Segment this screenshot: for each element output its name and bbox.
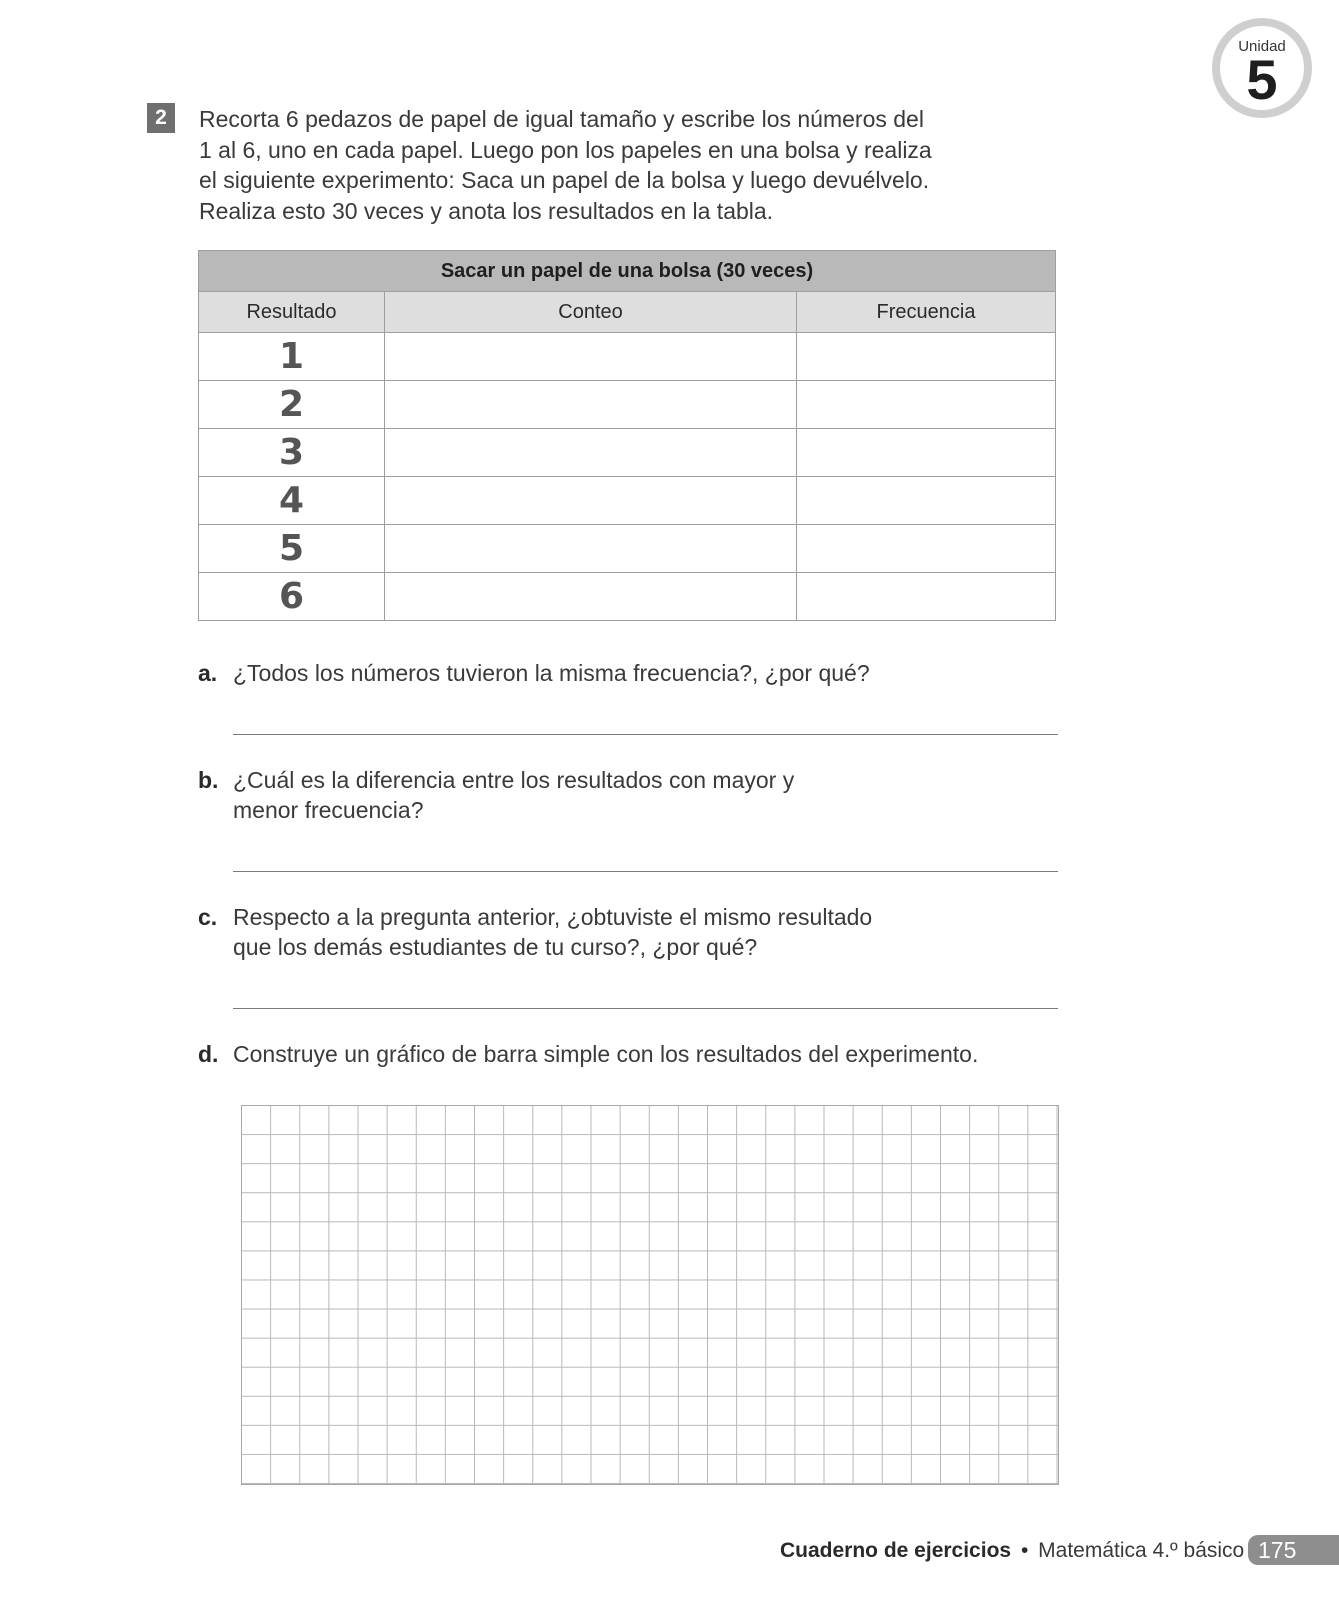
table-row <box>199 381 1056 429</box>
instruction-line: 1 al 6, uno en cada papel. Luego pon los papeles en una bolsa y realiza <box>199 136 932 163</box>
footer-book-title: Cuaderno de ejercicios <box>780 1539 1012 1562</box>
table-row <box>199 477 1056 525</box>
tally-cell[interactable] <box>385 333 797 381</box>
tally-cell[interactable] <box>385 525 797 573</box>
question-letter: a. <box>198 660 218 686</box>
tally-cell[interactable] <box>385 477 797 525</box>
question-line: ¿Cuál es la diferencia entre los resultados con mayor y <box>233 767 795 793</box>
bar-chart-grid[interactable] <box>241 1105 1059 1485</box>
unit-badge-inner <box>1220 26 1304 110</box>
question-b <box>198 765 1068 825</box>
column-header-result: Resultado <box>199 292 385 333</box>
question-line: Construye un gráfico de barra simple con los resultados del experimento. <box>233 1041 979 1067</box>
answer-line-c[interactable] <box>233 1008 1058 1009</box>
question-letter: c. <box>198 904 218 930</box>
answer-line-b[interactable] <box>233 871 1058 872</box>
question-text <box>233 902 1068 962</box>
frequency-cell[interactable] <box>797 477 1056 525</box>
instruction-line: Recorta 6 pedazos de papel de igual tamaño y escribe los números del <box>199 106 924 132</box>
result-cell: 4 <box>199 477 385 525</box>
tally-cell[interactable] <box>385 381 797 429</box>
instruction-line: Realiza esto 30 veces y anota los resultados en la tabla. <box>199 197 774 224</box>
question-c <box>198 902 1068 962</box>
question-a <box>198 658 1068 688</box>
unit-badge <box>1212 18 1312 118</box>
unit-number: 5 <box>1246 48 1278 111</box>
question-text <box>233 658 1068 688</box>
question-line: que los demás estudiantes de tu curso?, ¿por qué? <box>233 934 758 960</box>
exercise-instructions <box>199 104 1019 226</box>
frequency-cell[interactable] <box>797 333 1056 381</box>
frequency-cell[interactable] <box>797 429 1056 477</box>
table-row <box>199 573 1056 621</box>
result-cell: 5 <box>199 525 385 573</box>
frequency-cell[interactable] <box>797 381 1056 429</box>
question-line: menor frecuencia? <box>233 797 424 823</box>
result-cell: 3 <box>199 429 385 477</box>
question-d <box>198 1039 1068 1069</box>
column-header-frequency: Frecuencia <box>797 292 1056 333</box>
table-row <box>199 525 1056 573</box>
frequency-cell[interactable] <box>797 573 1056 621</box>
result-cell: 2 <box>199 381 385 429</box>
page-footer <box>780 1533 1244 1569</box>
exercise-number-badge: 2 <box>147 103 175 133</box>
table-caption: Sacar un papel de una bolsa (30 veces) <box>199 251 1056 292</box>
frequency-table <box>198 250 1056 621</box>
question-line: ¿Todos los números tuvieron la misma frecuencia?, ¿por qué? <box>233 660 870 686</box>
question-text <box>233 765 1068 825</box>
tally-cell[interactable] <box>385 573 797 621</box>
frequency-cell[interactable] <box>797 525 1056 573</box>
page-number: 175 <box>1248 1535 1339 1565</box>
result-cell: 6 <box>199 573 385 621</box>
tally-cell[interactable] <box>385 429 797 477</box>
column-header-tally: Conteo <box>385 292 797 333</box>
table-row <box>199 429 1056 477</box>
question-text <box>233 1039 1068 1069</box>
result-cell: 1 <box>199 333 385 381</box>
question-line: Respecto a la pregunta anterior, ¿obtuviste el mismo resultado <box>233 904 873 930</box>
answer-line-a[interactable] <box>233 734 1058 735</box>
footer-subject: Matemática 4.º básico <box>1038 1539 1245 1562</box>
question-letter: d. <box>198 1041 219 1067</box>
instruction-line: el siguiente experimento: Saca un papel de la bolsa y luego devuélvelo. <box>199 167 930 193</box>
table-row <box>199 333 1056 381</box>
question-letter: b. <box>198 767 219 793</box>
unit-label: Unidad <box>1238 38 1286 55</box>
footer-separator: • <box>1020 1539 1029 1562</box>
